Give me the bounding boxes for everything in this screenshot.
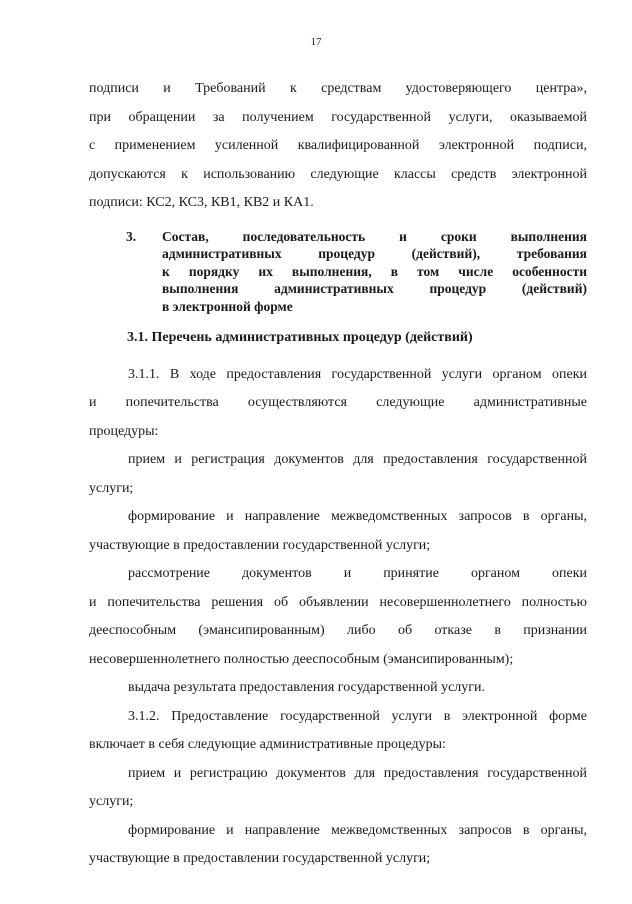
- text-line: 3.1.1. В ходе предоставления государственной услуги органом опеки: [128, 366, 587, 382]
- text-line: прием и регистрацию документов для предоставления государственной: [128, 765, 587, 781]
- paragraph: [89, 817, 587, 874]
- text-line: и попечительства осуществляются следующие административные: [89, 395, 587, 410]
- text-line: услуги;: [89, 794, 134, 809]
- paragraph: [89, 674, 587, 703]
- text-line: подписи: КС2, КС3, КВ1, КВ2 и КА1.: [89, 195, 314, 210]
- paragraph-continuation: [89, 75, 587, 218]
- section-title-line: в электронной форме: [162, 298, 293, 314]
- text-line: допускаются к использованию следующие классы средств электронной: [89, 166, 587, 182]
- section-title: [162, 228, 587, 316]
- text-line: формирование и направление межведомственных запросов в органы,: [128, 822, 587, 838]
- text-line: участвующие в предоставлении государственной услуги;: [89, 851, 431, 866]
- subsection-title: 3.1. Перечень административных процедур (действий): [127, 330, 473, 345]
- paragraph: [89, 560, 587, 674]
- text-line: и попечительства решения об объявлении несовершеннолетнего полностью: [89, 594, 587, 610]
- section-title-line: выполнения административных процедур (действий): [162, 281, 587, 296]
- paragraph: [89, 361, 587, 447]
- section-title-line: к порядку их выполнения, в том числе особенности: [162, 263, 587, 279]
- text-line: дееспособным (эмансипированным) либо об отказе в признании: [89, 623, 587, 638]
- document-body: [89, 75, 587, 874]
- text-line: выдача результата предоставления государственной услуги.: [128, 680, 486, 695]
- section-title-line: административных процедур (действий), требования: [162, 246, 587, 261]
- paragraph: [89, 703, 587, 760]
- paragraph: [89, 446, 587, 503]
- page-number: 17: [310, 36, 322, 48]
- text-line: формирование и направление межведомственных запросов в органы,: [128, 509, 587, 524]
- text-line: 3.1.2. Предоставление государственной услуги в электронной форме: [128, 708, 587, 724]
- text-line: подписи и Требований к средствам удостоверяющего центра»,: [89, 81, 587, 96]
- section-heading: [89, 228, 587, 316]
- text-line: включает в себя следующие административные процедуры:: [89, 737, 446, 752]
- paragraph: [89, 503, 587, 560]
- text-line: несовершеннолетнего полностью дееспособным (эмансипированным);: [89, 651, 514, 667]
- text-line: прием и регистрация документов для предоставления государственной: [128, 452, 587, 467]
- text-line: участвующие в предоставлении государственной услуги;: [89, 537, 431, 553]
- text-line: рассмотрение документов и принятие органом опеки: [128, 566, 587, 581]
- text-line: с применением усиленной квалифицированной электронной подписи,: [89, 138, 587, 153]
- section-title-line: Состав, последовательность и сроки выполнения: [162, 228, 587, 244]
- text-line: при обращении за получением государственной услуги, оказываемой: [89, 109, 587, 125]
- section-number: 3.: [126, 228, 137, 244]
- text-line: процедуры:: [89, 423, 159, 439]
- text-line: услуги;: [89, 480, 134, 496]
- paragraph: [89, 760, 587, 817]
